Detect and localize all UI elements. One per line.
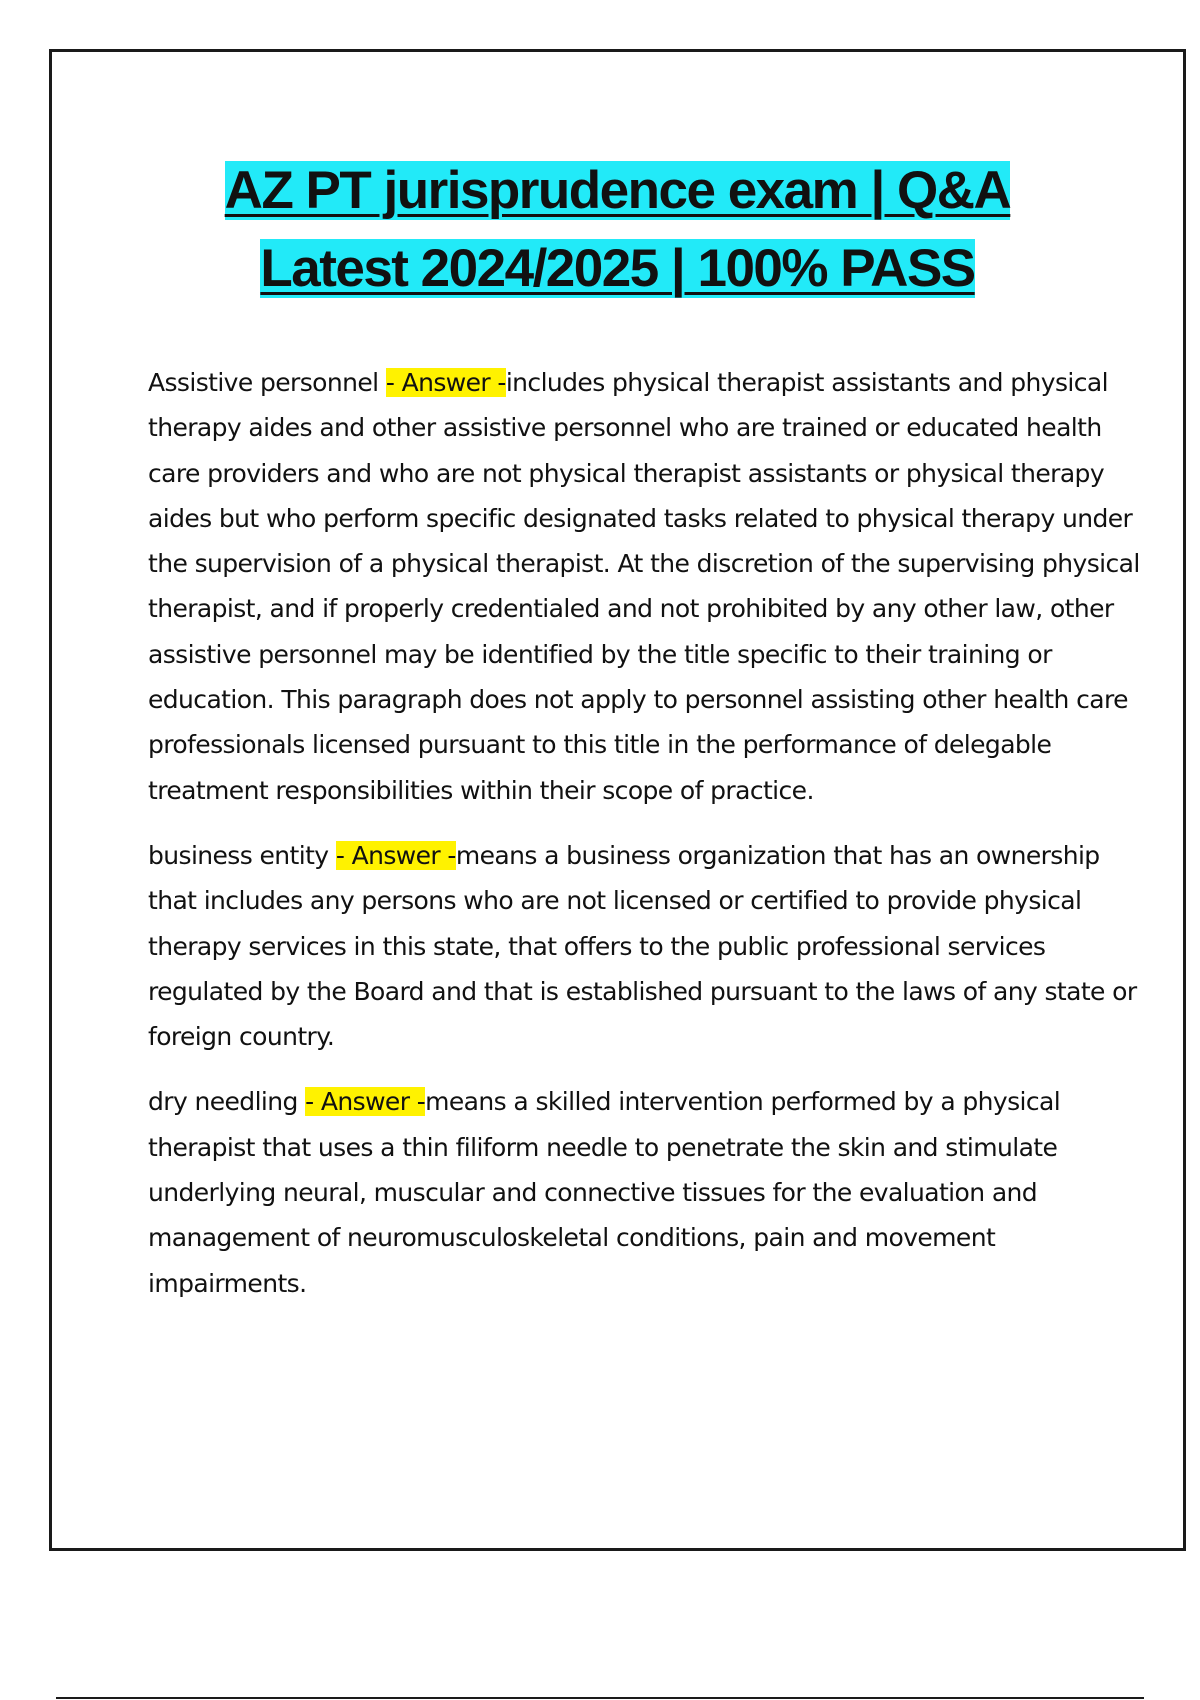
entry-definition: includes physical therapist assistants and physical therapy aides and other assistive personnel who are trained or educated health care providers and who are not physical therapist assistants or physical therapy aides but who perform specific designated tasks related to physical therapy under the supervision of a physical therapist. At the discretion of the supervising physical therapist, and if properly credentialed and not prohibited by any other law, other assistive personnel may be identified by the title specific to their training or education. This paragraph does not apply to personnel assisting other health care professionals licensed pursuant to this title in the performance of delegable treatment responsibilities within their scope of practice. — [148, 368, 1140, 805]
page-frame — [49, 49, 1186, 1551]
qa-entry-assistive-personnel — [148, 360, 1148, 813]
answer-marker: - Answer - — [335, 840, 456, 870]
answer-marker: - Answer - — [305, 1087, 426, 1117]
qa-entry-dry-needling — [148, 1079, 1148, 1305]
qa-entry-business-entity — [148, 833, 1148, 1059]
qa-content — [148, 360, 1148, 1326]
document-title — [52, 152, 1183, 308]
entry-term: dry needling — [148, 1087, 306, 1117]
footer-rule — [56, 1697, 1144, 1699]
title-line-2: Latest 2024/2025 | 100% PASS — [260, 239, 975, 298]
entry-term: Assistive personnel — [148, 368, 386, 397]
entry-term: business entity — [148, 840, 336, 870]
title-line-1: AZ PT jurisprudence exam | Q&A — [224, 161, 1011, 220]
entry-definition: means a skilled intervention performed by a physical therapist that uses a thin filiform needle to penetrate the skin and stimulate underlying neural, muscular and connective tissues for the evaluation and management of neuromusculoskeletal conditions, pain and movement impairments. — [148, 1087, 1061, 1298]
entry-definition: means a business organization that has an ownership that includes any persons who are not licensed or certified to provide physical therapy services in this state, that offers to the public professional services regulated by the Board and that is established pursuant to the laws of any state or foreign country. — [148, 840, 1137, 1052]
answer-marker: - Answer - — [385, 368, 506, 397]
